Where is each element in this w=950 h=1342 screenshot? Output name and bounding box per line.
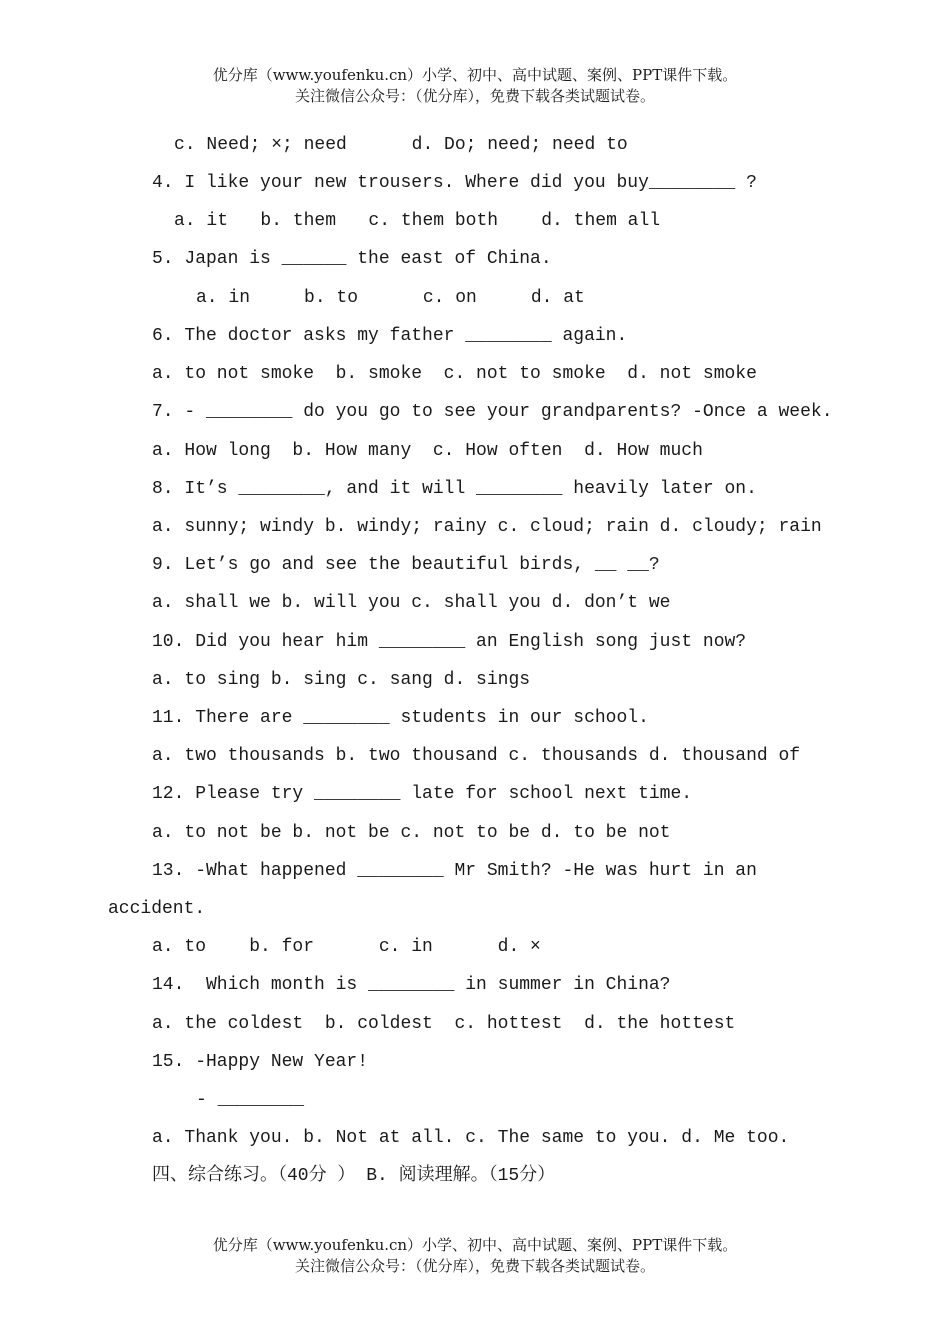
q12-options: a. to not be b. not be c. not to be d. to be not	[152, 823, 671, 843]
q7-options: a. How long b. How many c. How often d. How much	[152, 441, 703, 461]
q4-options: a. it b. them c. them both d. them all	[174, 211, 661, 231]
q14-options: a. the coldest b. coldest c. hottest d. the hottest	[152, 1014, 736, 1034]
question-8: 8. It’s ________, and it will ________ heavily later on.	[152, 479, 757, 499]
question-5: 5. Japan is ______ the east of China.	[152, 249, 552, 269]
question-13-continued: accident.	[108, 899, 206, 919]
q8-options: a. sunny; windy b. windy; rainy c. cloud; rain d. cloudy; rain	[152, 517, 822, 537]
footer-line-1: 优分库（www.youfenku.cn）小学、初中、高中试题、案例、PPT课件下载。	[212, 1236, 738, 1254]
q3-option-line: c. Need; ×; need d. Do; need; need to	[174, 135, 628, 155]
q9-options: a. shall we b. will you c. shall you d. don’t we	[152, 593, 671, 613]
page-footer	[0, 1235, 950, 1277]
header-line-1: 优分库（www.youfenku.cn）小学、初中、高中试题、案例、PPT课件下载。	[212, 66, 738, 84]
question-9: 9. Let’s go and see the beautiful birds, __ __?	[152, 555, 660, 575]
q5-options: a. in b. to c. on d. at	[196, 288, 585, 308]
question-13: 13. -What happened ________ Mr Smith? -He was hurt in an	[152, 861, 757, 881]
q13-options: a. to b. for c. in d. ×	[152, 937, 541, 957]
question-11: 11. There are ________ students in our school.	[152, 708, 649, 728]
page-header	[0, 65, 950, 107]
question-15-reply: - ________	[196, 1090, 305, 1110]
question-6: 6. The doctor asks my father ________ again.	[152, 326, 628, 346]
header-line-2: 关注微信公众号：（优分库），免费下载各类试题试卷。	[294, 87, 655, 105]
q11-options: a. two thousands b. two thousand c. thousands d. thousand of	[152, 746, 801, 766]
question-15: 15. -Happy New Year!	[152, 1052, 369, 1072]
q15-options: a. Thank you. b. Not at all. c. The same to you. d. Me too.	[152, 1128, 790, 1148]
question-14: 14. Which month is ________ in summer in China?	[152, 975, 671, 995]
footer-line-2: 关注微信公众号：（优分库），免费下载各类试题试卷。	[294, 1257, 655, 1275]
question-12: 12. Please try ________ late for school next time.	[152, 784, 693, 804]
question-7: 7. - ________ do you go to see your grandparents? -Once a week.	[152, 402, 833, 422]
q10-options: a. to sing b. sing c. sang d. sings	[152, 670, 531, 690]
q6-options: a. to not smoke b. smoke c. not to smoke d. not smoke	[152, 364, 757, 384]
section-heading: 四、综合练习。（40分 ） B. 阅读理解。（15分）	[152, 1166, 556, 1186]
question-4: 4. I like your new trousers. Where did you buy________ ?	[152, 173, 757, 193]
question-10: 10. Did you hear him ________ an English song just now?	[152, 632, 747, 652]
